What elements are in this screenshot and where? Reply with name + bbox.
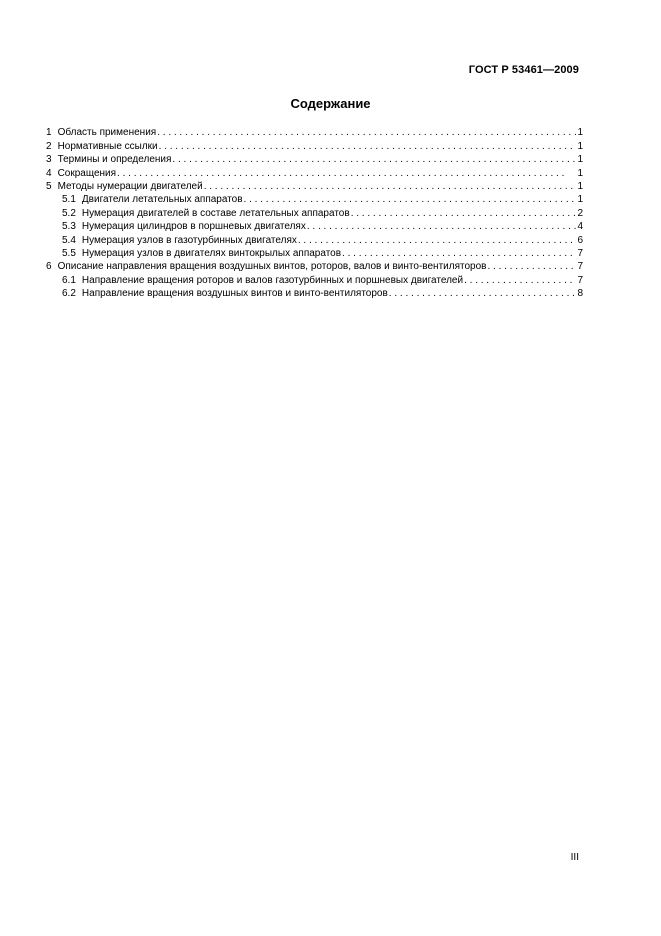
toc-entry-number: 5.1 [62, 194, 76, 206]
dot-leader [342, 247, 576, 260]
standard-code: ГОСТ Р 53461—2009 [468, 64, 579, 76]
toc-title: Содержание [290, 96, 371, 111]
toc-entry-page: 2 [577, 207, 583, 219]
toc-entry-number: 5.2 [62, 207, 76, 219]
dot-leader [157, 126, 576, 139]
toc-entry-6[interactable] [46, 260, 583, 273]
toc-entry-page: 7 [577, 247, 583, 259]
dot-leader [307, 220, 576, 233]
dot-leader [117, 167, 576, 180]
toc-entry-page: 1 [577, 127, 583, 139]
toc-entry-5-1[interactable] [46, 193, 583, 206]
toc-entry-number: 6.2 [62, 288, 76, 300]
toc-entry-title: Двигатели летательных аппаратов [81, 194, 243, 206]
toc-entry-6-2[interactable] [46, 287, 583, 300]
toc-entry-title: Нумерация цилиндров в поршневых двигателях [81, 221, 306, 233]
toc-entry-3[interactable] [46, 153, 583, 166]
toc-entry-1[interactable] [46, 126, 583, 139]
toc-entry-page: 1 [577, 180, 583, 192]
toc-entry-number: 2 [46, 140, 52, 152]
toc-entry-title: Термины и определения [57, 154, 172, 166]
toc-entry-page: 7 [577, 261, 583, 273]
dot-leader [159, 140, 576, 153]
dot-leader [487, 260, 576, 273]
toc-entry-page: 8 [577, 288, 583, 300]
toc-entry-title: Нумерация узлов в двигателях винтокрылых аппаратов [81, 247, 342, 259]
toc-entry-page: 7 [577, 274, 583, 286]
toc-entry-5-2[interactable] [46, 206, 583, 219]
toc-entry-title: Нумерация узлов в газотурбинных двигателях [81, 234, 297, 246]
page-number: III [570, 852, 579, 863]
dot-leader [389, 287, 576, 300]
toc-entry-number: 5.5 [62, 247, 76, 259]
toc-entry-number: 5 [46, 180, 52, 192]
toc-entry-number: 5.3 [62, 221, 76, 233]
toc-entry-title: Нормативные ссылки [57, 140, 158, 152]
dot-leader [464, 274, 576, 287]
dot-leader [204, 180, 576, 193]
toc-entry-5[interactable] [46, 180, 583, 193]
toc-entry-number: 6.1 [62, 274, 76, 286]
toc-entry-page: 1 [577, 140, 583, 152]
toc-entry-number: 6 [46, 261, 52, 273]
toc-entry-page: 6 [577, 234, 583, 246]
toc-entry-4[interactable] [46, 166, 583, 179]
toc-entry-title: Направление вращения роторов и валов газотурбинных и поршневых двигателей [81, 274, 464, 286]
toc-entry-title: Сокращения [57, 167, 117, 179]
toc-entry-number: 5.4 [62, 234, 76, 246]
toc-list [46, 126, 583, 300]
toc-entry-number: 3 [46, 154, 52, 166]
toc-entry-title: Нумерация двигателей в составе летательных аппаратов [81, 207, 350, 219]
toc-entry-5-5[interactable] [46, 247, 583, 260]
toc-entry-5-4[interactable] [46, 233, 583, 246]
toc-entry-title: Методы нумерации двигателей [57, 180, 203, 192]
toc-entry-page: 1 [577, 154, 583, 166]
toc-entry-number: 1 [46, 127, 52, 139]
toc-entry-page: 1 [577, 167, 583, 179]
toc-entry-2[interactable] [46, 139, 583, 152]
toc-entry-page: 4 [577, 221, 583, 233]
dot-leader [351, 207, 576, 220]
toc-entry-6-1[interactable] [46, 273, 583, 286]
dot-leader [172, 153, 576, 166]
toc-entry-title: Область применения [57, 127, 157, 139]
dot-leader [244, 193, 576, 206]
toc-entry-5-3[interactable] [46, 220, 583, 233]
toc-entry-page: 1 [577, 194, 583, 206]
toc-entry-title: Описание направления вращения воздушных винтов, роторов, валов и винто-вентиляторов [57, 261, 487, 273]
dot-leader [298, 234, 576, 247]
toc-entry-number: 4 [46, 167, 52, 179]
toc-entry-title: Направление вращения воздушных винтов и винто-вентиляторов [81, 288, 388, 300]
